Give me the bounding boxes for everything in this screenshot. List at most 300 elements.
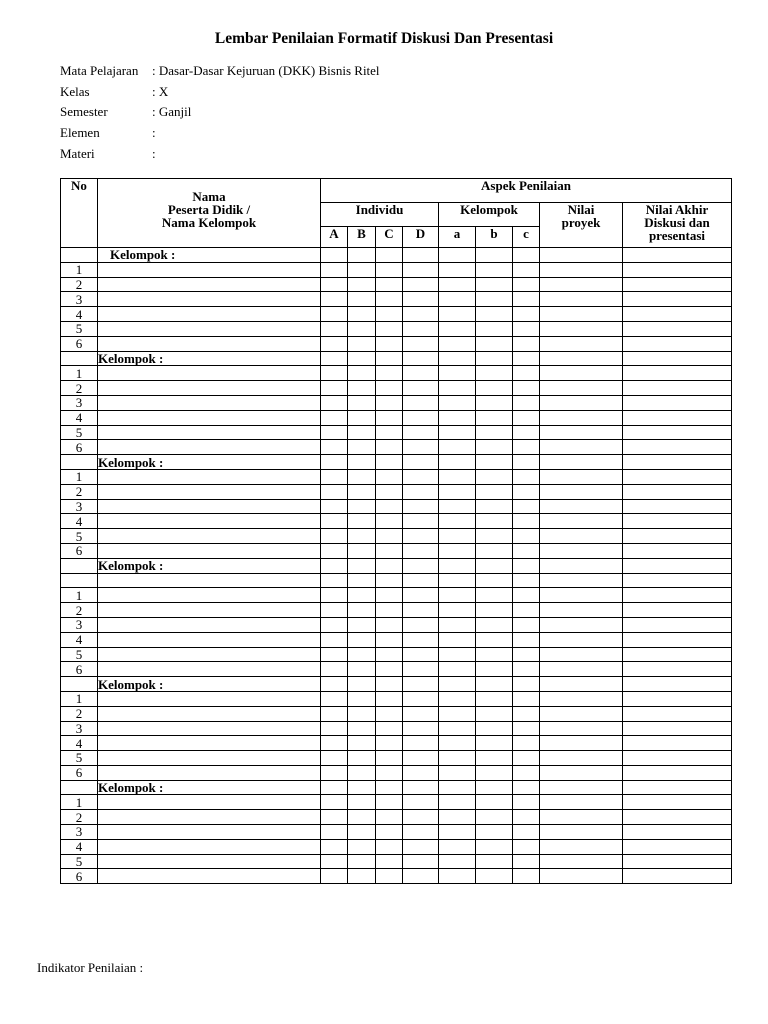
score-cell[interactable] xyxy=(403,499,439,514)
score-cell[interactable] xyxy=(513,484,540,499)
score-cell[interactable] xyxy=(540,721,623,736)
score-cell[interactable] xyxy=(476,647,513,662)
score-cell[interactable] xyxy=(623,573,732,588)
score-cell[interactable] xyxy=(321,558,348,573)
score-cell[interactable] xyxy=(623,736,732,751)
score-cell[interactable] xyxy=(439,395,476,410)
score-cell[interactable] xyxy=(348,736,376,751)
score-cell[interactable] xyxy=(348,647,376,662)
score-cell[interactable] xyxy=(540,395,623,410)
score-cell[interactable] xyxy=(623,277,732,292)
score-cell[interactable] xyxy=(476,839,513,854)
score-cell[interactable] xyxy=(439,706,476,721)
score-cell[interactable] xyxy=(403,603,439,618)
score-cell[interactable] xyxy=(623,780,732,795)
score-cell[interactable] xyxy=(540,499,623,514)
score-cell[interactable] xyxy=(623,292,732,307)
score-cell[interactable] xyxy=(513,869,540,884)
score-cell[interactable] xyxy=(321,543,348,558)
score-cell[interactable] xyxy=(321,395,348,410)
score-cell[interactable] xyxy=(513,765,540,780)
score-cell[interactable] xyxy=(513,395,540,410)
score-cell[interactable] xyxy=(540,455,623,470)
score-cell[interactable] xyxy=(376,351,403,366)
score-cell[interactable] xyxy=(439,617,476,632)
score-cell[interactable] xyxy=(376,484,403,499)
score-cell[interactable] xyxy=(439,440,476,455)
score-cell[interactable] xyxy=(540,440,623,455)
score-cell[interactable] xyxy=(376,307,403,322)
score-cell[interactable] xyxy=(540,765,623,780)
score-cell[interactable] xyxy=(623,647,732,662)
name-cell[interactable] xyxy=(98,292,321,307)
score-cell[interactable] xyxy=(321,440,348,455)
score-cell[interactable] xyxy=(321,647,348,662)
score-cell[interactable] xyxy=(376,543,403,558)
score-cell[interactable] xyxy=(623,751,732,766)
score-cell[interactable] xyxy=(623,455,732,470)
name-cell[interactable] xyxy=(98,825,321,840)
score-cell[interactable] xyxy=(439,632,476,647)
score-cell[interactable] xyxy=(321,662,348,677)
score-cell[interactable] xyxy=(476,706,513,721)
score-cell[interactable] xyxy=(348,706,376,721)
score-cell[interactable] xyxy=(540,321,623,336)
score-cell[interactable] xyxy=(513,617,540,632)
score-cell[interactable] xyxy=(439,795,476,810)
score-cell[interactable] xyxy=(439,588,476,603)
score-cell[interactable] xyxy=(403,292,439,307)
score-cell[interactable] xyxy=(476,869,513,884)
score-cell[interactable] xyxy=(476,543,513,558)
score-cell[interactable] xyxy=(348,780,376,795)
score-cell[interactable] xyxy=(321,588,348,603)
score-cell[interactable] xyxy=(403,336,439,351)
score-cell[interactable] xyxy=(513,277,540,292)
score-cell[interactable] xyxy=(376,647,403,662)
score-cell[interactable] xyxy=(540,543,623,558)
score-cell[interactable] xyxy=(321,810,348,825)
score-cell[interactable] xyxy=(376,321,403,336)
score-cell[interactable] xyxy=(476,248,513,263)
score-cell[interactable] xyxy=(476,292,513,307)
score-cell[interactable] xyxy=(403,455,439,470)
score-cell[interactable] xyxy=(623,869,732,884)
score-cell[interactable] xyxy=(403,248,439,263)
score-cell[interactable] xyxy=(476,765,513,780)
score-cell[interactable] xyxy=(513,307,540,322)
score-cell[interactable] xyxy=(439,721,476,736)
score-cell[interactable] xyxy=(321,721,348,736)
score-cell[interactable] xyxy=(476,410,513,425)
score-cell[interactable] xyxy=(476,795,513,810)
score-cell[interactable] xyxy=(540,795,623,810)
score-cell[interactable] xyxy=(513,810,540,825)
score-cell[interactable] xyxy=(376,573,403,588)
score-cell[interactable] xyxy=(376,455,403,470)
score-cell[interactable] xyxy=(348,529,376,544)
score-cell[interactable] xyxy=(513,854,540,869)
score-cell[interactable] xyxy=(348,321,376,336)
score-cell[interactable] xyxy=(321,425,348,440)
score-cell[interactable] xyxy=(439,366,476,381)
score-cell[interactable] xyxy=(403,425,439,440)
score-cell[interactable] xyxy=(623,262,732,277)
score-cell[interactable] xyxy=(623,543,732,558)
score-cell[interactable] xyxy=(439,573,476,588)
score-cell[interactable] xyxy=(513,839,540,854)
score-cell[interactable] xyxy=(540,617,623,632)
score-cell[interactable] xyxy=(403,529,439,544)
score-cell[interactable] xyxy=(540,691,623,706)
score-cell[interactable] xyxy=(540,736,623,751)
score-cell[interactable] xyxy=(540,780,623,795)
score-cell[interactable] xyxy=(513,691,540,706)
score-cell[interactable] xyxy=(321,736,348,751)
score-cell[interactable] xyxy=(403,484,439,499)
score-cell[interactable] xyxy=(623,499,732,514)
score-cell[interactable] xyxy=(623,440,732,455)
score-cell[interactable] xyxy=(623,677,732,692)
name-cell[interactable] xyxy=(98,381,321,396)
score-cell[interactable] xyxy=(403,780,439,795)
name-cell[interactable] xyxy=(98,395,321,410)
score-cell[interactable] xyxy=(348,869,376,884)
score-cell[interactable] xyxy=(348,248,376,263)
score-cell[interactable] xyxy=(540,292,623,307)
score-cell[interactable] xyxy=(439,677,476,692)
score-cell[interactable] xyxy=(623,484,732,499)
name-cell[interactable] xyxy=(98,647,321,662)
score-cell[interactable] xyxy=(348,381,376,396)
score-cell[interactable] xyxy=(348,262,376,277)
score-cell[interactable] xyxy=(476,277,513,292)
score-cell[interactable] xyxy=(321,381,348,396)
score-cell[interactable] xyxy=(540,351,623,366)
score-cell[interactable] xyxy=(348,440,376,455)
score-cell[interactable] xyxy=(439,839,476,854)
score-cell[interactable] xyxy=(513,795,540,810)
score-cell[interactable] xyxy=(348,469,376,484)
score-cell[interactable] xyxy=(439,410,476,425)
score-cell[interactable] xyxy=(476,780,513,795)
score-cell[interactable] xyxy=(623,336,732,351)
score-cell[interactable] xyxy=(623,854,732,869)
score-cell[interactable] xyxy=(476,499,513,514)
score-cell[interactable] xyxy=(403,307,439,322)
score-cell[interactable] xyxy=(540,810,623,825)
score-cell[interactable] xyxy=(403,662,439,677)
score-cell[interactable] xyxy=(623,558,732,573)
score-cell[interactable] xyxy=(321,336,348,351)
score-cell[interactable] xyxy=(623,514,732,529)
score-cell[interactable] xyxy=(623,588,732,603)
score-cell[interactable] xyxy=(403,440,439,455)
score-cell[interactable] xyxy=(623,366,732,381)
name-cell[interactable] xyxy=(98,573,321,588)
name-cell[interactable] xyxy=(98,307,321,322)
score-cell[interactable] xyxy=(623,721,732,736)
score-cell[interactable] xyxy=(348,662,376,677)
score-cell[interactable] xyxy=(403,543,439,558)
score-cell[interactable] xyxy=(348,543,376,558)
score-cell[interactable] xyxy=(513,351,540,366)
score-cell[interactable] xyxy=(439,854,476,869)
score-cell[interactable] xyxy=(476,736,513,751)
score-cell[interactable] xyxy=(376,751,403,766)
score-cell[interactable] xyxy=(321,706,348,721)
score-cell[interactable] xyxy=(439,307,476,322)
score-cell[interactable] xyxy=(403,351,439,366)
score-cell[interactable] xyxy=(439,736,476,751)
score-cell[interactable] xyxy=(513,248,540,263)
score-cell[interactable] xyxy=(439,469,476,484)
score-cell[interactable] xyxy=(403,277,439,292)
score-cell[interactable] xyxy=(403,825,439,840)
score-cell[interactable] xyxy=(439,292,476,307)
score-cell[interactable] xyxy=(348,795,376,810)
name-cell[interactable] xyxy=(98,721,321,736)
name-cell[interactable] xyxy=(98,810,321,825)
score-cell[interactable] xyxy=(348,514,376,529)
score-cell[interactable] xyxy=(376,632,403,647)
score-cell[interactable] xyxy=(376,691,403,706)
score-cell[interactable] xyxy=(376,869,403,884)
score-cell[interactable] xyxy=(513,336,540,351)
score-cell[interactable] xyxy=(403,795,439,810)
score-cell[interactable] xyxy=(376,588,403,603)
score-cell[interactable] xyxy=(321,366,348,381)
score-cell[interactable] xyxy=(403,810,439,825)
score-cell[interactable] xyxy=(513,440,540,455)
score-cell[interactable] xyxy=(513,662,540,677)
score-cell[interactable] xyxy=(348,573,376,588)
score-cell[interactable] xyxy=(348,292,376,307)
score-cell[interactable] xyxy=(439,484,476,499)
name-cell[interactable] xyxy=(98,366,321,381)
score-cell[interactable] xyxy=(540,484,623,499)
score-cell[interactable] xyxy=(623,351,732,366)
score-cell[interactable] xyxy=(403,632,439,647)
score-cell[interactable] xyxy=(623,691,732,706)
score-cell[interactable] xyxy=(321,795,348,810)
name-cell[interactable] xyxy=(98,617,321,632)
score-cell[interactable] xyxy=(439,751,476,766)
name-cell[interactable] xyxy=(98,588,321,603)
score-cell[interactable] xyxy=(476,395,513,410)
score-cell[interactable] xyxy=(513,514,540,529)
score-cell[interactable] xyxy=(376,262,403,277)
score-cell[interactable] xyxy=(513,632,540,647)
score-cell[interactable] xyxy=(513,825,540,840)
score-cell[interactable] xyxy=(540,839,623,854)
score-cell[interactable] xyxy=(376,795,403,810)
score-cell[interactable] xyxy=(540,381,623,396)
score-cell[interactable] xyxy=(321,529,348,544)
score-cell[interactable] xyxy=(623,617,732,632)
score-cell[interactable] xyxy=(376,721,403,736)
score-cell[interactable] xyxy=(513,721,540,736)
score-cell[interactable] xyxy=(476,307,513,322)
name-cell[interactable] xyxy=(98,425,321,440)
score-cell[interactable] xyxy=(376,529,403,544)
score-cell[interactable] xyxy=(476,662,513,677)
score-cell[interactable] xyxy=(476,573,513,588)
score-cell[interactable] xyxy=(376,839,403,854)
score-cell[interactable] xyxy=(623,825,732,840)
score-cell[interactable] xyxy=(376,854,403,869)
score-cell[interactable] xyxy=(513,751,540,766)
score-cell[interactable] xyxy=(439,603,476,618)
name-cell[interactable] xyxy=(98,529,321,544)
score-cell[interactable] xyxy=(540,529,623,544)
score-cell[interactable] xyxy=(348,854,376,869)
name-cell[interactable] xyxy=(98,440,321,455)
score-cell[interactable] xyxy=(476,440,513,455)
score-cell[interactable] xyxy=(623,321,732,336)
score-cell[interactable] xyxy=(321,499,348,514)
score-cell[interactable] xyxy=(321,825,348,840)
score-cell[interactable] xyxy=(321,469,348,484)
score-cell[interactable] xyxy=(623,529,732,544)
score-cell[interactable] xyxy=(348,632,376,647)
score-cell[interactable] xyxy=(348,307,376,322)
score-cell[interactable] xyxy=(376,810,403,825)
score-cell[interactable] xyxy=(348,825,376,840)
score-cell[interactable] xyxy=(439,321,476,336)
score-cell[interactable] xyxy=(348,455,376,470)
score-cell[interactable] xyxy=(476,825,513,840)
score-cell[interactable] xyxy=(513,543,540,558)
score-cell[interactable] xyxy=(439,780,476,795)
score-cell[interactable] xyxy=(540,307,623,322)
score-cell[interactable] xyxy=(376,514,403,529)
score-cell[interactable] xyxy=(403,854,439,869)
score-cell[interactable] xyxy=(513,780,540,795)
score-cell[interactable] xyxy=(321,573,348,588)
name-cell[interactable] xyxy=(98,795,321,810)
score-cell[interactable] xyxy=(476,603,513,618)
score-cell[interactable] xyxy=(439,825,476,840)
score-cell[interactable] xyxy=(540,662,623,677)
score-cell[interactable] xyxy=(403,736,439,751)
score-cell[interactable] xyxy=(540,647,623,662)
name-cell[interactable] xyxy=(98,869,321,884)
score-cell[interactable] xyxy=(321,765,348,780)
score-cell[interactable] xyxy=(403,839,439,854)
score-cell[interactable] xyxy=(403,706,439,721)
score-cell[interactable] xyxy=(403,751,439,766)
score-cell[interactable] xyxy=(623,603,732,618)
score-cell[interactable] xyxy=(376,677,403,692)
name-cell[interactable] xyxy=(98,765,321,780)
score-cell[interactable] xyxy=(439,691,476,706)
score-cell[interactable] xyxy=(321,854,348,869)
score-cell[interactable] xyxy=(403,381,439,396)
score-cell[interactable] xyxy=(540,603,623,618)
name-cell[interactable] xyxy=(98,321,321,336)
score-cell[interactable] xyxy=(439,662,476,677)
score-cell[interactable] xyxy=(513,425,540,440)
name-cell[interactable] xyxy=(98,336,321,351)
score-cell[interactable] xyxy=(623,839,732,854)
score-cell[interactable] xyxy=(540,706,623,721)
score-cell[interactable] xyxy=(513,677,540,692)
score-cell[interactable] xyxy=(403,395,439,410)
score-cell[interactable] xyxy=(376,336,403,351)
score-cell[interactable] xyxy=(321,277,348,292)
score-cell[interactable] xyxy=(439,351,476,366)
name-cell[interactable] xyxy=(98,632,321,647)
score-cell[interactable] xyxy=(348,336,376,351)
score-cell[interactable] xyxy=(540,514,623,529)
score-cell[interactable] xyxy=(321,455,348,470)
score-cell[interactable] xyxy=(439,336,476,351)
score-cell[interactable] xyxy=(540,248,623,263)
score-cell[interactable] xyxy=(476,366,513,381)
score-cell[interactable] xyxy=(476,751,513,766)
name-cell[interactable] xyxy=(98,543,321,558)
score-cell[interactable] xyxy=(513,499,540,514)
score-cell[interactable] xyxy=(476,529,513,544)
score-cell[interactable] xyxy=(476,514,513,529)
score-cell[interactable] xyxy=(540,677,623,692)
score-cell[interactable] xyxy=(540,854,623,869)
score-cell[interactable] xyxy=(321,262,348,277)
score-cell[interactable] xyxy=(476,351,513,366)
score-cell[interactable] xyxy=(403,321,439,336)
score-cell[interactable] xyxy=(321,751,348,766)
score-cell[interactable] xyxy=(321,514,348,529)
score-cell[interactable] xyxy=(623,662,732,677)
score-cell[interactable] xyxy=(376,292,403,307)
score-cell[interactable] xyxy=(348,617,376,632)
score-cell[interactable] xyxy=(376,603,403,618)
score-cell[interactable] xyxy=(348,366,376,381)
score-cell[interactable] xyxy=(540,573,623,588)
score-cell[interactable] xyxy=(513,647,540,662)
score-cell[interactable] xyxy=(321,248,348,263)
score-cell[interactable] xyxy=(403,765,439,780)
score-cell[interactable] xyxy=(513,455,540,470)
name-cell[interactable] xyxy=(98,691,321,706)
score-cell[interactable] xyxy=(476,617,513,632)
score-cell[interactable] xyxy=(540,410,623,425)
name-cell[interactable] xyxy=(98,484,321,499)
score-cell[interactable] xyxy=(439,543,476,558)
score-cell[interactable] xyxy=(348,765,376,780)
score-cell[interactable] xyxy=(540,469,623,484)
score-cell[interactable] xyxy=(321,691,348,706)
score-cell[interactable] xyxy=(476,484,513,499)
score-cell[interactable] xyxy=(403,262,439,277)
score-cell[interactable] xyxy=(321,839,348,854)
name-cell[interactable] xyxy=(98,736,321,751)
score-cell[interactable] xyxy=(476,469,513,484)
score-cell[interactable] xyxy=(439,558,476,573)
score-cell[interactable] xyxy=(348,277,376,292)
score-cell[interactable] xyxy=(376,410,403,425)
score-cell[interactable] xyxy=(476,632,513,647)
score-cell[interactable] xyxy=(513,529,540,544)
name-cell[interactable] xyxy=(98,499,321,514)
score-cell[interactable] xyxy=(540,588,623,603)
score-cell[interactable] xyxy=(439,425,476,440)
score-cell[interactable] xyxy=(376,706,403,721)
score-cell[interactable] xyxy=(540,262,623,277)
score-cell[interactable] xyxy=(439,869,476,884)
score-cell[interactable] xyxy=(348,499,376,514)
